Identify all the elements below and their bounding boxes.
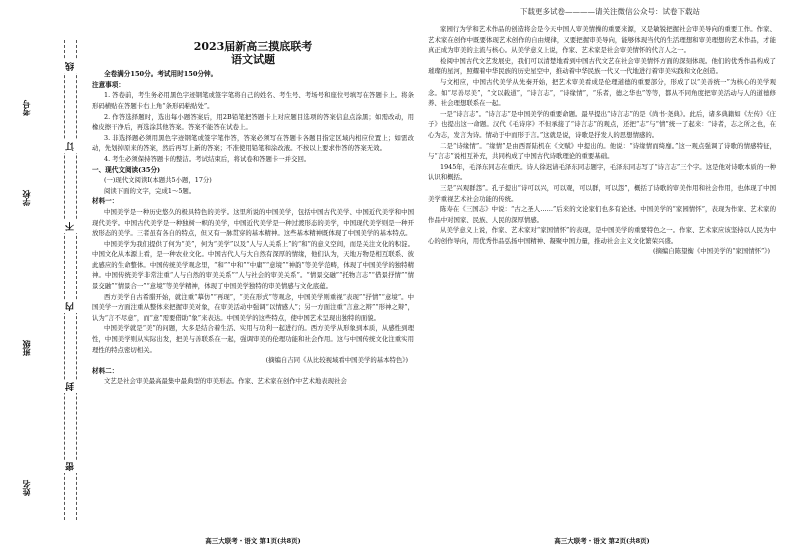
paragraph: 中国美学是一种历史悠久的极具特色的美学。这里所说的中国美学，包括中国古代美学、中国近代美学和中国现代美学。中国古代美学是一种独树一帜的美学，中国近代美学是一种过渡形态的美学，中国现代美学则是一种开放形态的美学。三者虽有各自的特点，但又有一脉贯穿的基本精神。这些基本精神既体现了中国美学的基本特点。 [92, 207, 414, 238]
subsection-heading: (一)现代文阅读Ⅰ(本题共5小题，17分) [104, 176, 212, 185]
exam-title: 2023届新高三摸底联考 [193, 40, 313, 53]
paragraph: 二是“诗缘情”。“缘情”是由西晋陆机在《文赋》中提出的。他说：“诗缘情而绮靡。”这一观点强调了诗歌的情感特征，与“言志”说相互补充，共同构成了中国古代诗歌理论的重要基础。 [428, 141, 776, 161]
section-heading: 一、现代文阅读(35分) [92, 165, 161, 174]
class-label: 班级 [21, 340, 31, 356]
note-item: 3. 非选择题必须用黑色字迹钢笔或签字笔作答，答案必须写在答题卡各题目指定区域内相应位置上；如需改动，先划掉原来的答案，然后再写上新的答案；不准使用铅笔和涂改液。不按以上要求作答的答案无效。 [92, 133, 414, 153]
paragraph: 中国美学就是“美”的问题，大多是结合着生活、实用与功利一起进行的。西方美学从形象到本质，从感性到理性，中国美学则从实际出发，把美与善联系在一起，强调审美的伦理功能和社会作用。这与中国传统文化注重实用理性的特点密切相关。 [92, 324, 414, 354]
left-page [92, 24, 414, 387]
source-citation: (摘编自吉同《从比较视域看中国美学的基本特色》) [265, 356, 408, 365]
paragraph: 三是“兴观群怨”。孔子提出“诗可以兴，可以观，可以群，可以怨”，概括了诗歌的审美作用和社会作用，也体现了中国美学重视艺术社会功能的传统。 [428, 183, 776, 203]
paragraph: 西方美学自古希腊开始，就注重“摹仿”“再现”，“美在形式”等观念，中国美学则重视“表现”“抒情”“意境”。中国美学一方面注重从整体来把握审美对象，在审美活动中强调“以情感人”；另一方面注重“言意之辩”“形神之辩”，认为“言不尽意”，而“意”需要借助“象”来表达。中国美学的这些特点，使中国艺术呈现出独特的面貌。 [92, 292, 414, 322]
paragraph: 中国美学为我们提供了何为“美”，何为“美学”以及“人与人关系上”的“和”的意义空间，而是关注文化的积淀。中国文化从本源上看，是一种农业文化。中国古代人与大自然有深厚的情缘，他们认为，天地万物是相互联系、彼此感应的生命整体。中国传统美学观念里，“和”“中和”“中庸”“意境”“神韵”等美学范畴，体现了中国美学的独特精神。中国传统美学非常注重“人与自然的审美关系”“人与社会的审美关系”。“情景交融”“托物言志”“借景抒情”“情景交融”“情景合一”“意境”等美学精神，体现了中国美学独特的审美情感与文化底蕴。 [92, 239, 414, 291]
exam-subtitle: 语文试题 [231, 52, 275, 66]
note-item: 2. 作答选择题时，选出每小题答案后，用2B铅笔把答题卡上对应题目选项的答案信息点涂黑；如需改动，用橡皮擦干净后，再选涂其他答案。答案不能答在试卷上。 [92, 112, 414, 132]
paragraph: 文艺是社会审美最高最集中最典型的审美形态。作家、艺术家在创作中艺术地表现社会 [104, 377, 347, 386]
page-footer: 高三大联考・语文 第1页(共8页) [205, 537, 301, 545]
top-banner: 下载更多试卷————请关注微信公众号：试卷下载站 [520, 7, 700, 16]
material-heading: 材料一： [92, 197, 119, 206]
right-page [428, 24, 776, 257]
paragraph: 1945年，毛泽东同志在重庆。诗人徐迟请毛泽东同志题字，毛泽东同志写了“诗言志”三个字。这是他对诗歌本质的一种认识和概括。 [428, 162, 776, 182]
cut-mark: 不 [66, 222, 76, 231]
source-citation: (摘编自陈望衡《中国美学的“家国情怀”》) [653, 247, 770, 256]
binding-margin [0, 40, 88, 520]
cut-mark: 内 [66, 302, 76, 311]
paragraph: 与文相应，中国古代美学从先秦开始，把艺术审美看成是伦理道德的重要部分，形成了以“美善统一”为核心的美学观念。如“尽善尽美”，“文以载道”，“诗言志”，“诗缘情”，“乐者，德之华也”等等，都从不同角度把审美活动与人的道德修养、社会理想联系在一起。 [428, 77, 776, 108]
paragraph: 家园行为学和艺术作品的创造将会是今天中国人审美情操的重要来源，又是敏锐把握社会审美导向的重要工作。作家、艺术家在创作中既要体现艺术创作的自由规律，又要把握审美导向，能够体现当代的生活理想和审美理想的艺术作品，才能真正成为审美的主流与核心。从美学意义上说，作家、艺术家是社会审美情怀的代言人之一。 [428, 25, 776, 55]
cut-mark: 订 [66, 142, 76, 151]
page-footer: 高三大联考・语文 第2页(共8页) [554, 537, 650, 545]
paragraph: 检阅中国古代文艺发展史，我们可以清楚地看到中国古代文艺在社会审美情怀方面的深刻体现。他们的优秀作品构成了璀璨的星河，照耀着中华民族的历史星空中，推动着中华民族一代又一代地进行着审美实践和文化创造。 [428, 56, 776, 76]
exam-meta: 全卷满分150分。考试用时150分钟。 [104, 70, 218, 79]
school-label: 学校 [21, 190, 31, 206]
paragraph: 从美学意义上说，作家、艺术家对“家国情怀”的表现，是中国美学的重要特色之一。作家、艺术家应该坚持以人民为中心的创作导向，用优秀作品弘扬中国精神、凝聚中国力量，推动社会主义文化繁荣兴盛。 [428, 226, 776, 245]
paragraph: 一是“诗言志”。“诗言志”是中国美学的重要命题。最早提出“诗言志”的是《尚书·尧典》。此后，诸多典籍如《左传》《庄子》也提出这一命题。汉代《毛诗序》不但承接了“诗言志”的观点，还把“志”与“情”统一了起来：“诗者，志之所之也，在心为志，发言为诗。情动于中而形于言。”这就是说，诗歌是抒发人的思想情感的。 [428, 109, 776, 139]
note-item: 1. 答卷前，考生务必用黑色字迹钢笔或签字笔将自己的姓名、考生号、考场号和座位号填写在答题卡上。将条形码横贴在答题卡右上角“条形码粘贴处”。 [92, 91, 414, 110]
paragraph: 陈寿在《三国志》中说：“古之圣人……”后来的文论家们也多有论述。中国美学的“家园情怀”，表现为作家、艺术家的作品中对国家、民族、人民的深厚情感。 [428, 205, 776, 224]
notes-heading: 注意事项： [92, 80, 125, 89]
name-label: 姓名 [21, 480, 31, 496]
exam-number-label: 考号 [21, 100, 31, 116]
note-item: 4. 考生必须保持答题卡的整洁。考试结束后，将试卷和答题卡一并交回。 [104, 154, 311, 163]
cut-mark: 线 [66, 62, 76, 71]
material-heading: 材料二： [92, 366, 119, 375]
cut-mark: 封 [66, 382, 76, 391]
cut-mark: 密 [66, 462, 76, 471]
instruction: 阅读下面的文字，完成1～5题。 [104, 186, 196, 195]
